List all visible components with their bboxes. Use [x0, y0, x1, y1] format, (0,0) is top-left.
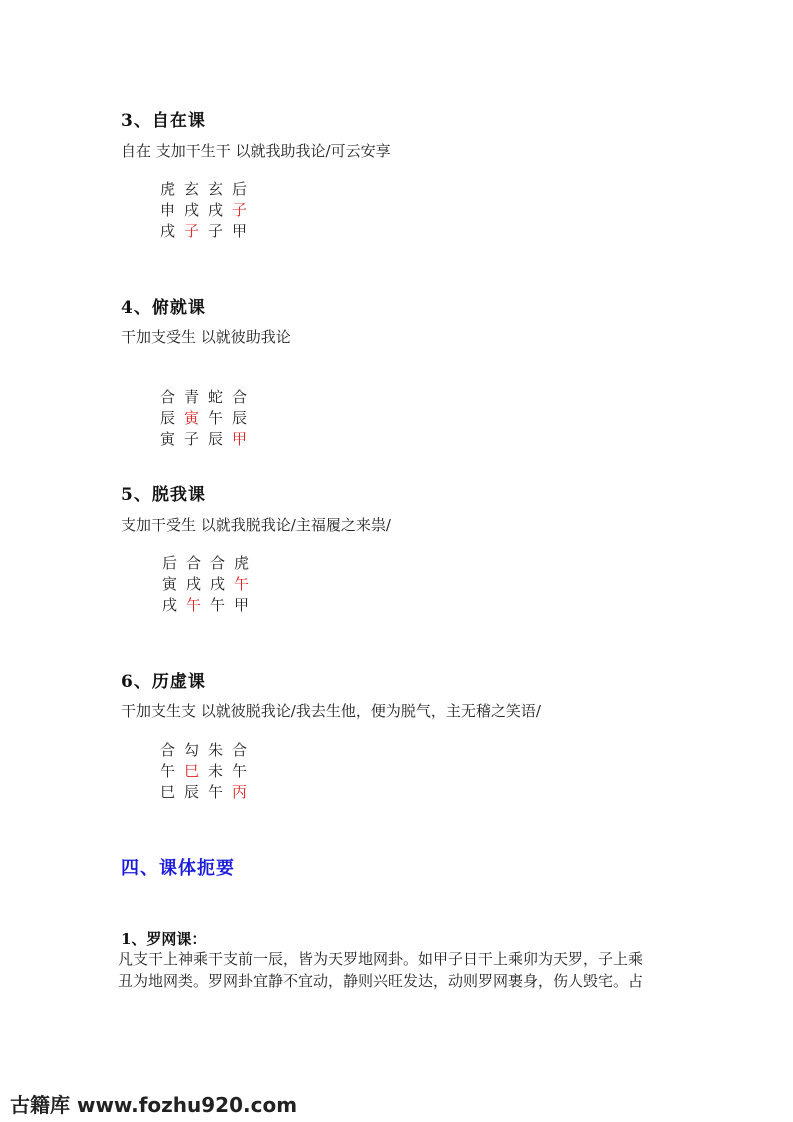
- grid-row: [160, 429, 256, 450]
- grid-cell-highlighted: 子: [184, 222, 200, 240]
- section-5-heading: 5、脱我课: [121, 485, 206, 505]
- grid-row: [160, 387, 256, 408]
- section-6-heading: 6、历虚课: [121, 672, 206, 692]
- grid-cell: 子: [208, 222, 224, 240]
- grid-cell: 未: [208, 762, 224, 780]
- grid-cell: 戌: [184, 201, 200, 219]
- subsection-paragraph-line-2: 丑为地网类。罗网卦宜静不宜动，静则兴旺发达，动则罗网裹身，伤人毁宅。占: [118, 972, 644, 990]
- grid-cell: 后: [162, 554, 178, 572]
- grid-cell: 午: [232, 762, 248, 780]
- grid-row: [160, 408, 256, 429]
- grid-cell: 甲: [232, 222, 248, 240]
- grid-cell: 蛇: [208, 388, 224, 406]
- section-3-grid: [160, 179, 256, 242]
- grid-row: [160, 221, 256, 242]
- section-5-grid: [162, 553, 258, 616]
- section-4-description: 干加支受生 以就彼助我论: [121, 328, 291, 346]
- grid-cell-highlighted: 甲: [232, 430, 248, 448]
- grid-cell: 玄: [208, 180, 224, 198]
- grid-row: [160, 761, 256, 782]
- footer-watermark: 古籍库 www.fozhu920.com: [10, 1093, 298, 1117]
- grid-cell: 虎: [160, 180, 176, 198]
- grid-cell: 戌: [160, 222, 176, 240]
- subsection-paragraph-line-1: 凡支干上神乘干支前一辰，皆为天罗地网卦。如甲子日干上乘卯为天罗，子上乘: [118, 950, 644, 968]
- grid-cell: 合: [210, 554, 226, 572]
- grid-cell: 合: [186, 554, 202, 572]
- grid-cell-highlighted: 巳: [184, 762, 200, 780]
- grid-row: [162, 574, 258, 595]
- grid-cell: 寅: [160, 430, 176, 448]
- grid-cell: 合: [160, 388, 176, 406]
- section-3-heading: 3、自在课: [121, 111, 206, 131]
- grid-cell: 戌: [186, 575, 202, 593]
- section-6-grid: [160, 740, 256, 803]
- grid-cell-highlighted: 丙: [232, 783, 248, 801]
- grid-row: [162, 553, 258, 574]
- subsection-heading: 1、罗网课：: [121, 930, 207, 948]
- grid-cell: 戌: [208, 201, 224, 219]
- grid-cell: 子: [184, 430, 200, 448]
- grid-cell: 虎: [234, 554, 250, 572]
- grid-cell: 青: [184, 388, 200, 406]
- grid-cell: 辰: [208, 430, 224, 448]
- grid-cell-highlighted: 寅: [184, 409, 200, 427]
- grid-cell: 午: [208, 783, 224, 801]
- section-5-description: 支加干受生 以就我脱我论/主福履之来祟/: [121, 516, 391, 534]
- grid-cell: 勾: [184, 741, 200, 759]
- grid-cell: 午: [210, 596, 226, 614]
- grid-cell: 巳: [160, 783, 176, 801]
- grid-cell: 辰: [184, 783, 200, 801]
- grid-cell: 朱: [208, 741, 224, 759]
- grid-cell-highlighted: 午: [186, 596, 202, 614]
- grid-cell: 戌: [162, 596, 178, 614]
- grid-cell: 合: [160, 741, 176, 759]
- section-4-heading: 4、俯就课: [121, 298, 206, 318]
- grid-cell: 辰: [232, 409, 248, 427]
- grid-row: [160, 782, 256, 803]
- grid-cell-highlighted: 午: [234, 575, 250, 593]
- grid-row: [160, 740, 256, 761]
- grid-cell: 甲: [234, 596, 250, 614]
- chapter-heading: 四、课体扼要: [121, 858, 235, 879]
- grid-row: [160, 179, 256, 200]
- grid-cell: 后: [232, 180, 248, 198]
- section-6-description: 干加支生支 以就彼脱我论/我去生他，便为脱气，主无稽之笑语/: [121, 702, 541, 720]
- grid-cell: 合: [232, 741, 248, 759]
- grid-cell: 午: [208, 409, 224, 427]
- grid-row: [162, 595, 258, 616]
- grid-cell: 申: [160, 201, 176, 219]
- grid-cell: 寅: [162, 575, 178, 593]
- grid-cell-highlighted: 子: [232, 201, 248, 219]
- grid-cell: 玄: [184, 180, 200, 198]
- grid-cell: 辰: [160, 409, 176, 427]
- section-3-description: 自在 支加干生干 以就我助我论/可云安享: [121, 142, 391, 160]
- grid-row: [160, 200, 256, 221]
- grid-cell: 午: [160, 762, 176, 780]
- grid-cell: 戌: [210, 575, 226, 593]
- section-4-grid: [160, 387, 256, 450]
- grid-cell: 合: [232, 388, 248, 406]
